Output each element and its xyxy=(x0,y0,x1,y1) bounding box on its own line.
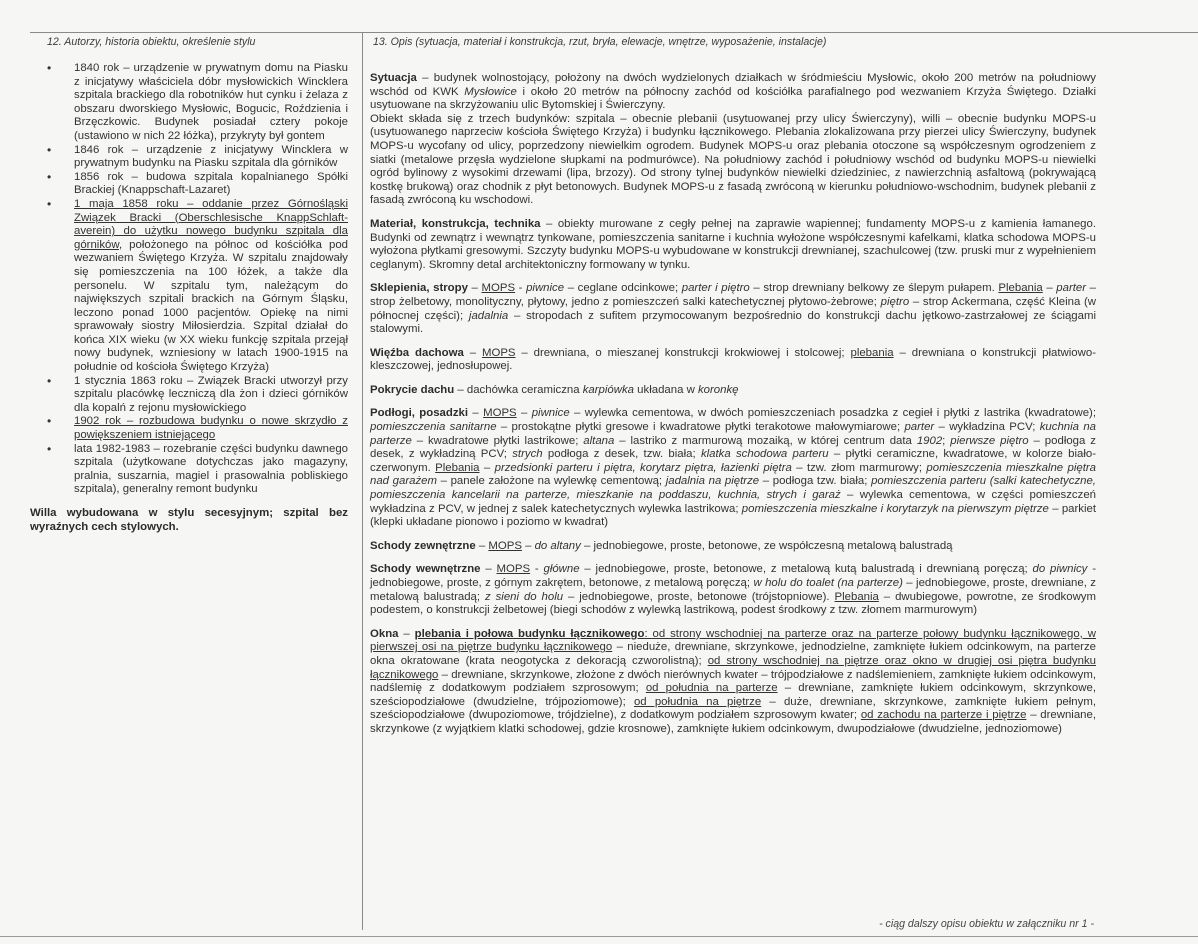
section-12-header: 12. Autorzy, historia obiektu, określenie stylu xyxy=(47,36,256,48)
history-item: • 1 stycznia 1863 roku – Związek Bracki utworzył przy szpitalu placówkę leczniczą dla żon i dzieci górników dla kopalń z rejonu mysłowickiego xyxy=(30,375,348,416)
paragraph-material: Materiał, konstrukcja, technika – obiekty murowane z cegły pełnej na zaprawie wapiennej; fundamenty MOPS-u z kamienia łamanego. Budynki od zewnątrz i wewnątrz tynkowane, pomieszczenia sanitarne i kuchnia wyłożone współczesnymi kafelkami, klatka schodowa MOPS-u wyłożona płytkami gresowymi. Szczyty budynku MOPS-u wybudowane w konstrukcji drewnianej, szachulcowej (tzw. pruski mur z wypełnieniem ceglanym). Skromny detal architektoniczny formowany w tynku. xyxy=(370,217,1096,271)
history-item: • 1 maja 1858 roku – oddanie przez Górnośląski Związek Bracki (Oberschlesische KnappSchlaft-averein) do użytku nowego budynku szpitala dla górników, położonego na północ od kościółka pod wezwaniem Świętego Krzyża. W szpitalu znajdowały się pomieszczenia na 100 łóżek, a także dla personelu. W szpitalu tym, należącym do największych szpitali brackich na Górnym Śląsku, leczono ponad 1000 pacjentów. Opiekę na nimi sprawowały siostry Miłosierdzia. Szpital działał do końca XIX wieku (w XX wieku funkcję szpitala przejął nowy budynek, wzniesiony w latach 1900-1915 na południe od kościoła Świętego Krzyża) xyxy=(30,198,348,375)
description-column xyxy=(370,72,1096,747)
paragraph-sklepienia: Sklepienia, stropy – MOPS - piwnice – ceglane odcinkowe; parter i piętro – strop drewniany belkowy ze ślepym pułapem. Plebania – parter – strop żelbetowy, monolityczny, płytowy, jedno z pomieszczeń salki katechetycznej płytowo-żebrowe; piętro – strop Ackermana, część Kleina (w północnej części); jadalnia – stropodach z sufitem przymocowanym bezpośrednio do konstrukcji dachu jętkowo-zastrzałowej ze ściągami stalowymi. xyxy=(370,282,1097,336)
history-item: • 1856 rok – budowa szpitala kopalnianego Spółki Brackiej (Knappschaft-Lazaret) xyxy=(30,171,348,198)
paragraph-schody-zewnetrzne: Schody zewnętrzne – MOPS – do altany – jednobiegowe, proste, betonowe, ze współczesną metalową balustradą xyxy=(370,539,953,552)
continuation-note: - ciąg dalszy opisu obiektu w załączniku nr 1 - xyxy=(879,918,1094,930)
header-rule-right xyxy=(362,32,1198,33)
column-divider xyxy=(362,32,363,930)
section-13-header: 13. Opis (sytuacja, materiał i konstrukcja, rzut, bryła, elewacje, wnętrze, wyposażenie, instalacje) xyxy=(373,36,827,48)
header-rule-left xyxy=(30,32,362,33)
paragraph-wiezba: Więźba dachowa – MOPS – drewniana, o mieszanej konstrukcji krokwiowej i stolcowej; plebania – drewniana o konstrukcji płatwiowo-kleszczowej, jednosłupowej. xyxy=(370,346,1096,373)
bottom-rule xyxy=(0,936,1198,937)
history-item: • 1840 rok – urządzenie w prywatnym domu na Piasku z inicjatywy właściciela dóbr mysłowickich Wincklera szpitala brackiego dla robotników hut cynku i żelaza z obszaru dworskiego Mysłowic, Bogucic, Roździenia i Brzęczkowic. Budynek posiadał cztery pokoje (ustawiono w nich 22 łóżka), przykryty był gontem xyxy=(30,62,348,144)
paragraph-okna: Okna – plebania i połowa budynku łącznikowego: od strony wschodniej na parterze oraz na parterze połowy budynku łącznikowego, w pierwszej osi na piętrze budynku łącznikowego – nieduże, drewniane, skrzynkowe, jednodzielne, zamknięte łukiem odcinkowym, na parterze okna okratowane (krata neogotycka z dekoracją czworolistną); od strony wschodniej na piętrze oraz okno w drugiej osi piętra budynku łącznikowego – drewniane, skrzynkowe, złożone z dwóch nierównych kwater – trójpodziałowe z nadślemieniem, zamknięte łukiem odcinkowym, nadślemię z dodatkowym podziałem szprosowym; od południa na parterze – drewniane, zamknięte łukiem odcinkowym, skrzynkowe, sześciopodziałowe (dwudzielne, trójpoziomowe); od południa na piętrze – duże, drewniane, skrzynkowe, zamknięte łukiem pełnym, sześciopodziałowe (dwupoziomowe, trójdzielne), z dodatkowym podziałem szprosowym kwater; od zachodu na parterze i piętrze – drewniane, skrzynkowe (z wyjątkiem klatki schodowej, gdzie krosnowe), zamknięte łukiem odcinkowym, dwupodziałowe (dwudzielne, jednoziomowe) xyxy=(370,627,1096,735)
paragraph-pokrycie: Pokrycie dachu – dachówka ceramiczna karpiówka układana w koronkę xyxy=(370,383,739,396)
history-item: • lata 1982-1983 – rozebranie części budynku dawnego szpitala (użytkowane dotychczas jako magazyny, pralnia, suszarnia, magiel i prasowalnia pobliskiego szpitala), generalny remont budynku xyxy=(30,443,348,497)
paragraph-sytuacja: Sytuacja – budynek wolnostojący, położony na dwóch wydzielonych działkach w śródmieściu Mysłowic, około 200 metrów na południowy wschód od KWK Mysłowice i około 20 metrów na północny zachód od kościółka parafialnego pod wezwaniem Krzyża Świętego. Działki usytuowane na skrzyżowaniu ulic Bytomskiej i Świerczyny. xyxy=(370,72,1096,112)
style-note: Willa wybudowana w stylu secesyjnym; szpital bez wyraźnych cech stylowych. xyxy=(30,507,348,533)
paragraph-obiekt: Obiekt składa się z trzech budynków: szpitala – obecnie plebanii (usytuowanej przy ulicy Świerczyny), willi – obecnie budynku MOPS-u (usytuowanego naprzeciw kościoła Świętego Krzyża) i budynku łącznikowego. Plebania zlokalizowana przy pierzei ulicy Świerczyny, budynek MOPS-u wycofany od ulicy, poprzedzony niewielkim ogrodem. Budynek MOPS-u oraz plebania otoczone są współczesnym ogrodzeniem z siatki (metalowe przęsła wydzielone słupkami na podmurówce). Na południowy zachód i południowy wschód od budynku MOPS-u niewielki ogród bylinowy z wysokimi drzewami (lipa, brzozy). Od strony tylnej budynków niewielki dziedziniec, z nawierzchnią asfaltową (pokrywającą kostkę brukową) oraz chodnik z płyt betonowych. Budynek MOPS-u z fasadą zwróconą w kierunku południowo-wschodnim, budynek plebanii z fasadą zwróconą ku wschodowi. xyxy=(370,112,1096,207)
paragraph-schody-wewnetrzne: Schody wewnętrzne – MOPS - główne – jednobiegowe, proste, betonowe, z metalową kutą balustradą i drewnianą poręczą; do piwnicy - jednobiegowe, proste, z górnym zakrętem, betonowe, z metalową poręczą; w holu do toalet (na parterze) – jednobiegowe, proste, drewniane, z metalową balustradą; z sieni do holu – jednobiegowe, proste, betonowe (trójstopniowe). Plebania – dwubiegowe, powrotne, ze środkowym podestem, o konstrukcji żelbetowej (biegi schodów z wylewką lastrikową, podest środkowy z tzw. złomem marmurowym) xyxy=(370,563,1097,617)
history-item: • 1902 rok – rozbudowa budynku o nowe skrzydło z powiększeniem istniejącego xyxy=(30,415,348,442)
history-list xyxy=(30,62,348,497)
paragraph-podlogi: Podłogi, posadzki – MOPS – piwnice – wylewka cementowa, w dwóch pomieszczeniach posadzka z cegieł i płytki z lastrika (kwadratowe); pomieszczenia sanitarne – prostokątne płytki gresowe i kwadratowe płytki terakotowe małowymiarowe; parter – wykładzina PCV; kuchnia na parterze – kwadratowe płytki lastrikowe; altana – lastriko z marmurową mozaiką, w której centrum data 1902; pierwsze piętro – podłoga z desek, z wykładziną PCV; strych podłoga z desek, tzw. biała; klatka schodowa parteru – płytki ceramiczne, kwadratowe, w kolorze biało-czerwonym. Plebania – przedsionki parteru i piętra, korytarz piętra, łazienki piętra – tzw. złom marmurowy; pomieszczenia mieszkalne piętra nad garażem – panele założone na wylewkę cementową; jadalnia na piętrze – podłoga tzw. biała; pomieszczenia parteru (salki katechetyczne, pomieszczenia kancelarii na parterze, mieszkanie na poddaszu, kuchnia, strych i garaż – wylewka cementowa, w części pomieszczeń wykładzina z PCV, w jednej z salek katechetycznych wylewka lastrikowa; pomieszczenia mieszkalne i korytarzyk na pierwszym piętrze – parkiet (klepki układane pionowo i poziomo w kwadrat) xyxy=(370,407,1097,529)
history-column xyxy=(30,62,348,534)
history-item: • 1846 rok – urządzenie z inicjatywy Wincklera w prywatnym budynku na Piasku szpitala dla górników xyxy=(30,144,348,171)
